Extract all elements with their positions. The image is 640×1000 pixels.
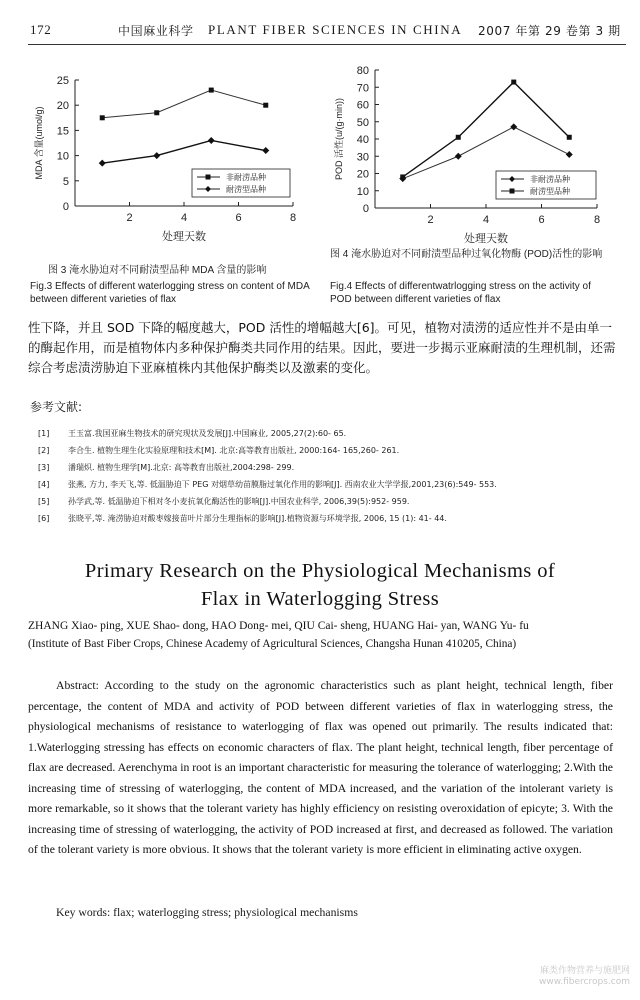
legend-label: 耐涝型品种	[530, 187, 570, 196]
x-tick-label: 2	[427, 214, 434, 226]
data-point	[456, 135, 461, 140]
figure-4-chart	[330, 58, 620, 248]
data-point	[208, 137, 215, 144]
data-point	[455, 153, 462, 160]
legend-label: 耐涝型品种	[226, 185, 266, 194]
series-line	[102, 90, 266, 118]
x-tick-label: 4	[180, 212, 188, 224]
y-tick-label: 10	[356, 185, 369, 198]
y-tick-label: 10	[56, 150, 69, 163]
y-tick-label: 5	[62, 175, 69, 188]
figure-3-chart	[30, 58, 320, 248]
x-tick-label: 8	[593, 214, 601, 226]
y-tick-label: 20	[356, 168, 369, 181]
y-tick-label: 0	[362, 203, 369, 215]
data-point	[209, 88, 214, 93]
data-point	[511, 80, 516, 85]
legend-marker	[510, 189, 515, 194]
journal-title-en: PLANT FIBER SCIENCES IN CHINA	[208, 22, 463, 37]
data-point	[567, 135, 572, 140]
figure-4-caption-en: Fig.4 Effects of differentwatrlogging stress on the activity of POD between different varieties of flax	[330, 281, 591, 305]
x-axis-label: 处理天数	[464, 233, 508, 245]
watermark	[539, 966, 630, 988]
article-title-line-1: Primary Research on the Physiological Mechanisms of	[84, 560, 556, 582]
watermark-line-2: www.fibercrops.com	[539, 977, 630, 987]
x-tick-label: 4	[482, 214, 490, 226]
figure-3-caption-cn: 图 3 淹水胁迫对不同耐渍型品种 MDA 含量的影响	[48, 265, 267, 276]
reference-item: [4] 张燕, 方力, 李天飞,等. 低温胁迫下 PEG 对烟草幼苗膜脂过氧化作用的影响[J]. 西南农业大学学报,2001,23(6):549- 553.	[38, 480, 497, 489]
y-axis-label: MDA 含量(umol/g)	[34, 106, 44, 180]
x-tick-label: 2	[126, 212, 133, 224]
affiliation: (Institute of Bast Fiber Crops, Chinese Academy of Agricultural Sciences, Changsha Hunan 410205, China)	[28, 638, 517, 650]
legend-marker	[206, 175, 211, 180]
y-tick-label: 25	[56, 75, 69, 87]
y-tick-label: 0	[62, 201, 69, 213]
data-point	[100, 115, 105, 120]
y-tick-label: 70	[356, 82, 369, 95]
legend-label: 非耐涝品种	[530, 175, 570, 184]
header-rule	[28, 44, 626, 45]
y-axis-label: POD 活性(u/(g·min))	[334, 97, 344, 181]
y-tick-label: 50	[356, 116, 369, 129]
keywords: Key words: flax; waterlogging stress; physiological mechanisms	[56, 906, 358, 919]
x-tick-label: 8	[289, 212, 297, 224]
data-point	[153, 152, 160, 159]
abstract: Abstract: According to the study on the agronomic characteristics such as plant height, technical length, fiber percentage, the content of MDA and activity of POD between different varieties of flax in waterlogging stress, the physiological mechanisms of resistance to waterlogging of flax was opened out primarily. The results indicated that: 1.Waterlogging stressing has effects on economic characters of flax. The plant height, technical length, fiber percentage of flax are decreased. Aerenchyma in root is an important characteristic for measuring the tolerance of waterlogging; 2.With the increasing time of stressing of waterlogging, the content of MDA increased, and the variation of the intolerant variety is more remarkable, so it shows that the tolerant variety has highly efficiency on resisting overoxidation of epicyte; 3. With the increasing time of stressing of waterlogging, the activity of POD increased at first, and decreased as followed. The variation of the tolerant variety is more obvious. It shows that the tolerant variety is more efficient in eliminating active oxygen.	[28, 679, 613, 856]
series-line	[102, 140, 266, 163]
reference-item: [6] 张晓平,等. 淹涝胁迫对酸枣嫁接苗叶片部分生理指标的影响[J].植物资源与环境学报, 2006, 15 (1): 41- 44.	[38, 514, 447, 523]
y-tick-label: 20	[56, 100, 69, 113]
y-tick-label: 60	[356, 99, 369, 112]
y-tick-label: 30	[356, 151, 369, 164]
y-tick-label: 40	[356, 134, 369, 146]
watermark-line-1: 麻类作物营养与施肥网	[539, 966, 630, 976]
article-title-line-2: Flax in Waterlogging Stress	[200, 588, 440, 610]
legend-label: 非耐涝品种	[226, 173, 266, 182]
y-tick-label: 80	[356, 65, 369, 77]
reference-item: [2] 李合生. 植物生理生化实验原理和技术[M]. 北京:高等教育出版社, 2000:164- 165,260- 261.	[38, 446, 400, 455]
data-point	[400, 174, 405, 179]
y-tick-label: 15	[56, 125, 69, 138]
x-tick-label: 6	[538, 214, 545, 226]
data-point	[566, 151, 573, 158]
page-number: 172	[30, 22, 52, 37]
references-heading: 参考文献:	[30, 400, 83, 414]
journal-title-cn: 中国麻业科学	[118, 24, 194, 38]
x-tick-label: 6	[235, 212, 242, 224]
series-line	[403, 82, 570, 177]
data-point	[510, 123, 517, 130]
data-point	[154, 110, 159, 115]
reference-item: [3] 潘瑞炽. 植物生理学[M].北京: 高等教育出版社,2004:298- 299.	[38, 463, 295, 472]
reference-item: [1] 王玉富.我国亚麻生物技术的研究现状及发展[J].中国麻业, 2005,27(2):60- 65.	[38, 429, 347, 438]
figure-3-caption-en: Fig.3 Effects of different waterlogging stress on content of MDA between different varieties of flax	[30, 281, 310, 305]
figure-4-caption-cn: 图 4 淹水胁迫对不同耐渍型品种过氧化物酶 (POD)活性的影响	[330, 249, 603, 260]
data-point	[99, 160, 106, 167]
references-list	[38, 428, 608, 530]
data-point	[262, 147, 269, 154]
data-point	[263, 103, 268, 108]
issue-info: 2007 年第 29 卷第 3 期	[478, 24, 621, 38]
x-axis-label: 处理天数	[162, 231, 206, 243]
authors: ZHANG Xiao- ping, XUE Shao- dong, HAO Dong- mei, QIU Cai- sheng, HUANG Hai- yan, WANG Yu- fu	[28, 620, 529, 632]
reference-item: [5] 孙学武,等. 低温胁迫下相对冬小麦抗氧化酶活性的影响[J].中国农业科学, 2006,39(5):952- 959.	[38, 497, 410, 506]
body-paragraph: 性下降，并且 SOD 下降的幅度越大，POD 活性的增幅越大[6]。可见，植物对渍涝的适应性并不是由单一的酶起作用，而是植物体内多种保护酶类共同作用的结果。因此，要进一步揭示亚麻耐渍的生理机制，还需综合考虑渍涝胁迫下亚麻植株内其他保护酶类以及激素的变化。	[28, 320, 616, 375]
